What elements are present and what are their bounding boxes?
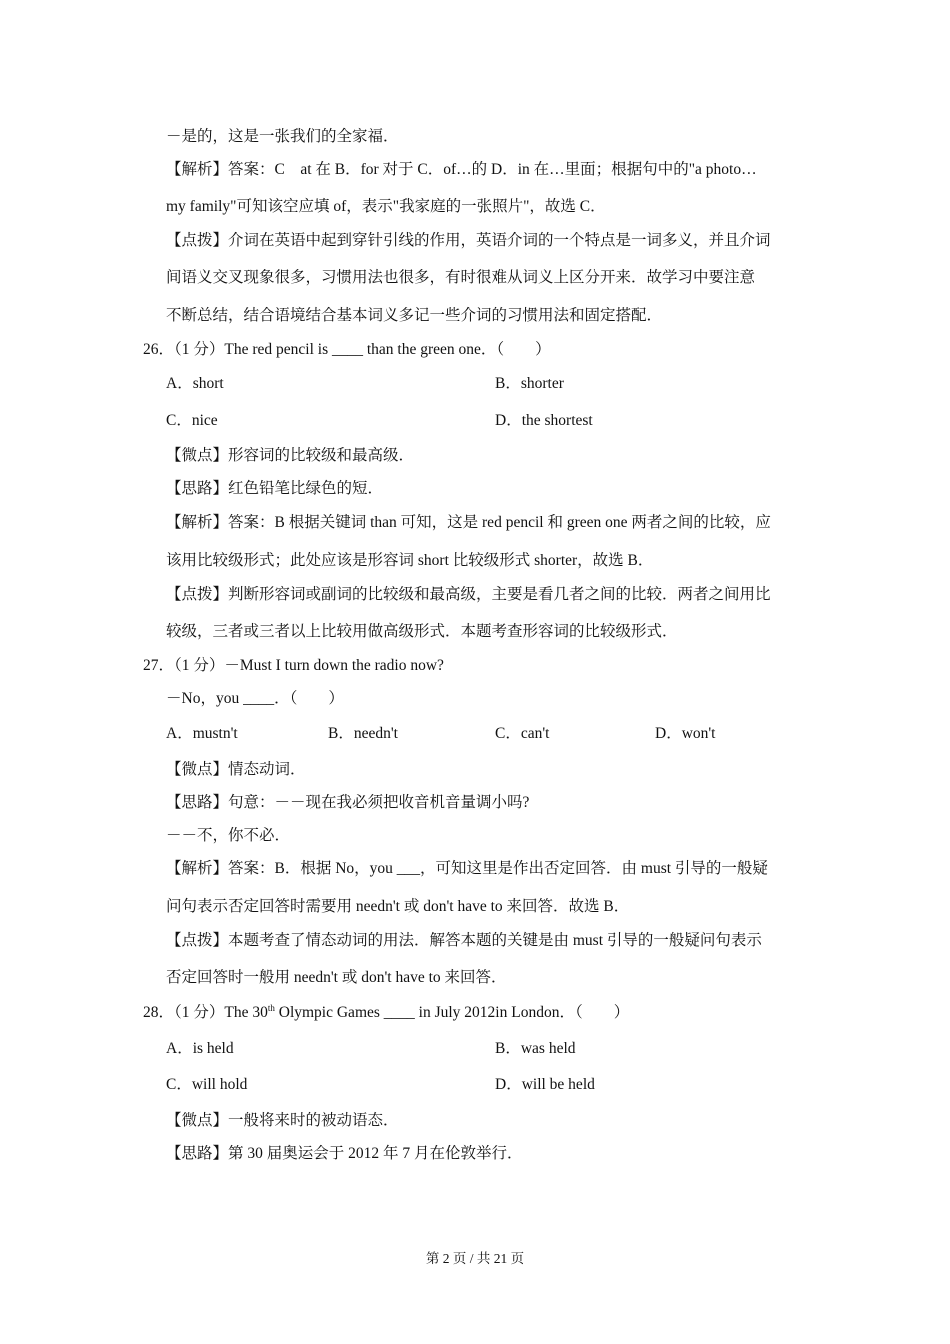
dianbo-line: 间语义交叉现象很多，习惯用法也很多，有时很难从词义上区分开来．故学习中要注意 — [166, 269, 756, 286]
page-number: 第 2 页 / 共 21 页 — [425, 1251, 525, 1266]
dianbo-line: 【点拨】判断形容词或副词的比较级和最高级，主要是看几者之间的比较．两者之间用比 — [166, 586, 771, 603]
q28-option-b: B．was held — [495, 1040, 576, 1057]
q28-option-d: D．will be held — [495, 1076, 595, 1093]
weidian-line: 【微点】情态动词． — [166, 761, 306, 778]
jiexi-line: 【解析】答案：B．根据 No，you ___，可知这里是作出否定回答．由 must 引导的一般疑 — [166, 860, 768, 877]
answer-line: －是的，这是一张我们的全家福． — [166, 128, 399, 145]
q28-option-c: C．will hold — [166, 1076, 248, 1093]
q26-option-c: C．nice — [166, 412, 218, 429]
jiexi-line: 问句表示否定回答时需要用 needn't 或 don't have to 来回答．故选 B． — [166, 898, 630, 915]
dianbo-line: 不断总结，结合语境结合基本词义多记一些介词的习惯用法和固定搭配． — [166, 307, 663, 324]
dianbo-line: 【点拨】本题考查了情态动词的用法．解答本题的关键是由 must 引导的一般疑问句表示 — [166, 932, 762, 949]
silu-line: 【思路】红色铅笔比绿色的短． — [166, 480, 384, 497]
jiexi-line: 【解析】答案：C at 在 B．for 对于 C．of…的 D．in 在…里面；根据句中的"a photo… — [166, 161, 757, 178]
question-28-superscript: th — [267, 1002, 275, 1013]
jiexi-line: 该用比较级形式；此处应该是形容词 short 比较级形式 shorter，故选 B． — [166, 552, 654, 569]
q26-option-a: A．short — [166, 375, 224, 392]
dianbo-line: 否定回答时一般用 needn't 或 don't have to 来回答． — [166, 969, 507, 986]
question-28-prefix: 28．（1 分）The 30 — [143, 1004, 268, 1021]
jiexi-line: my family"可知该空应填 of，表示"我家庭的一张照片"，故选 C． — [166, 198, 606, 215]
weidian-line: 【微点】一般将来时的被动语态． — [166, 1112, 399, 1129]
q26-option-d: D．the shortest — [495, 412, 593, 429]
question-27-reply: －No，you ____．（ ） — [166, 690, 344, 707]
q28-option-a: A．is held — [166, 1040, 234, 1057]
question-26: 26．（1 分）The red pencil is ____ than the green one．（ ） — [143, 341, 551, 358]
jiexi-line: 【解析】答案：B 根据关键词 than 可知，这是 red pencil 和 green one 两者之间的比较，应 — [166, 514, 771, 531]
question-27: 27．（1 分）－Must I turn down the radio now? — [143, 657, 444, 674]
dianbo-line: 较级，三者或三者以上比较用做高级形式．本题考查形容词的比较级形式． — [166, 623, 678, 640]
q27-option-a: A．mustn't — [166, 725, 238, 742]
q27-option-d: D．won't — [655, 725, 716, 742]
silu-line: 【思路】句意：－－现在我必须把收音机音量调小吗? — [166, 794, 530, 811]
silu-line: 【思路】第 30 届奥运会于 2012 年 7 月在伦敦举行． — [166, 1145, 523, 1162]
q27-option-c: C．can't — [495, 725, 550, 742]
weidian-line: 【微点】形容词的比较级和最高级． — [166, 447, 415, 464]
question-28 — [143, 1003, 629, 1023]
q26-option-b: B．shorter — [495, 375, 564, 392]
q27-option-b: B．needn't — [328, 725, 398, 742]
silu-line: －－不，你不必． — [166, 827, 291, 844]
question-28-suffix: Olympic Games ____ in July 2012in London．（ ） — [274, 1004, 630, 1021]
dianbo-line: 【点拨】介词在英语中起到穿针引线的作用，英语介词的一个特点是一词多义，并且介词 — [166, 232, 771, 249]
